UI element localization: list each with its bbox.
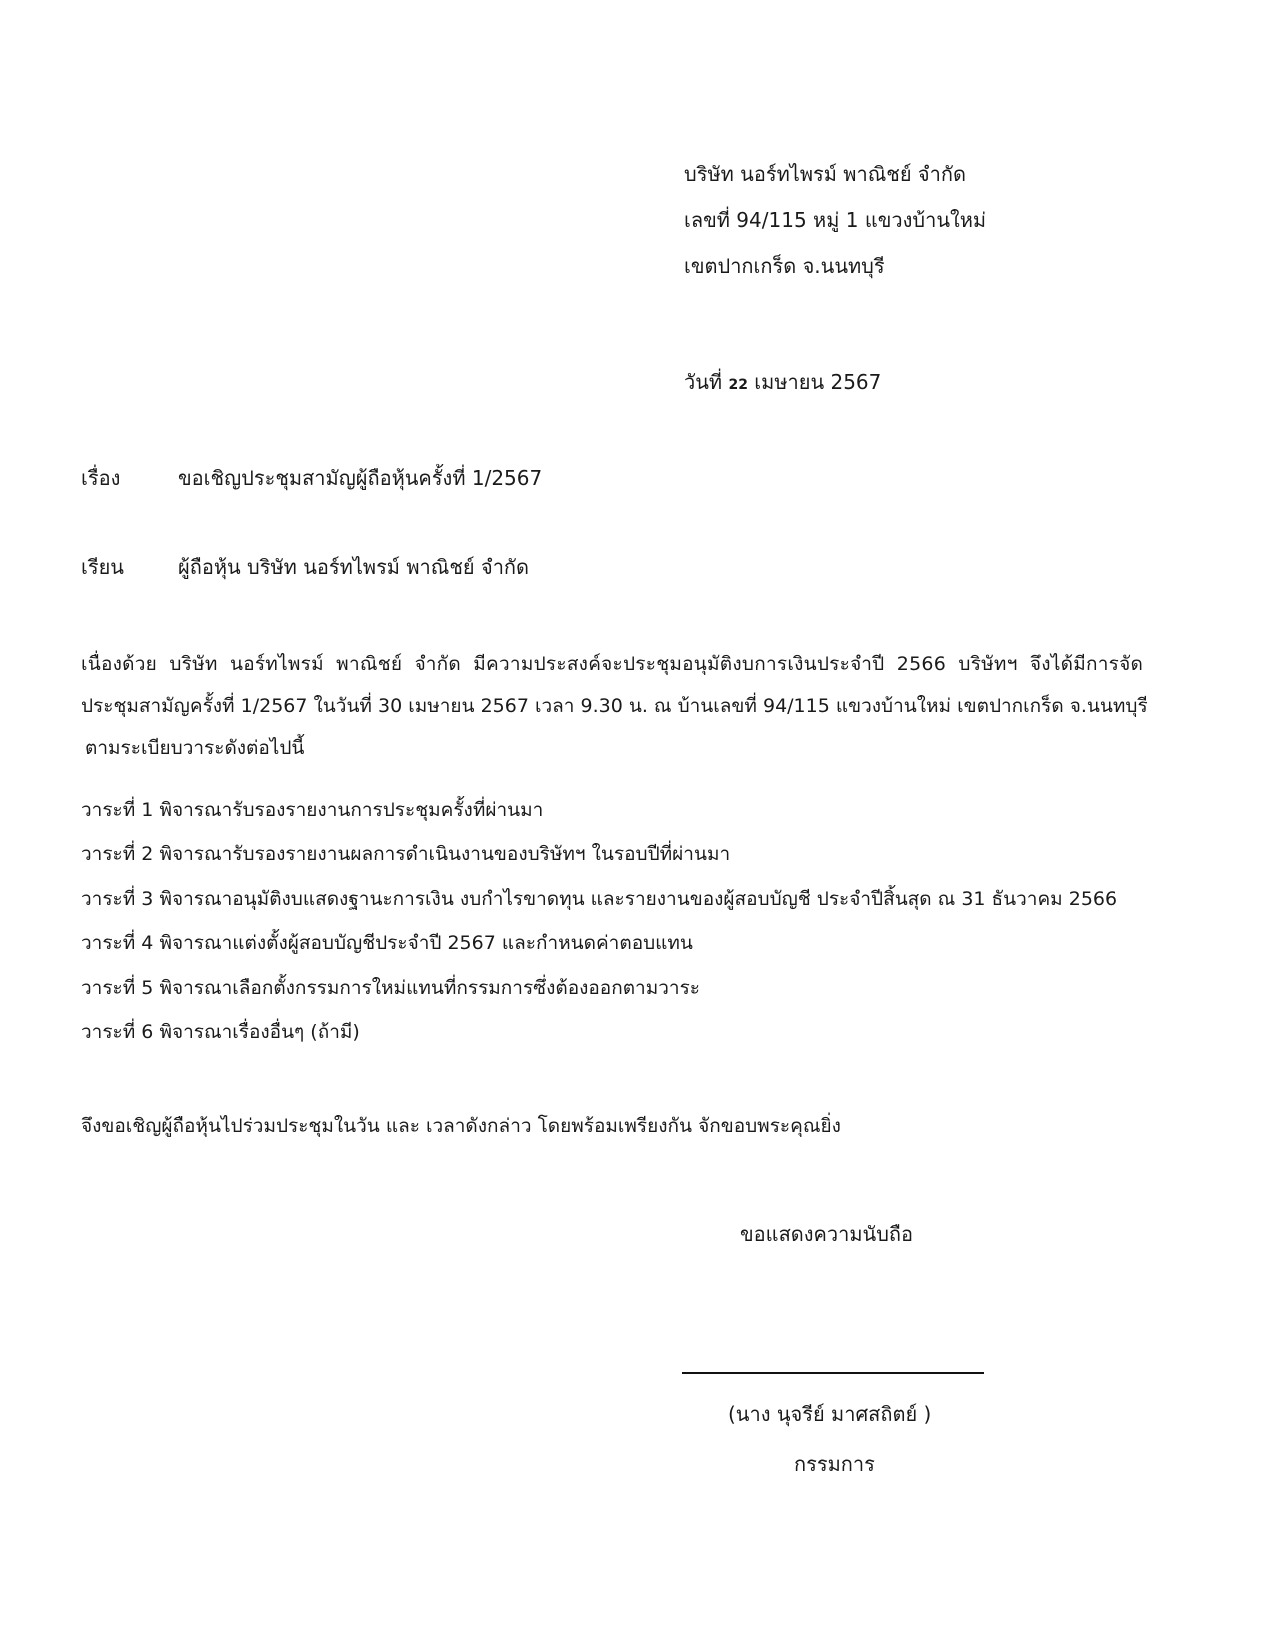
closing-sentence: จึงขอเชิญผู้ถือหุ้นไปร่วมประชุมในวัน และ เวลาดังกล่าว โดยพร้อมเพรียงกัน จักขอบพระคุณยิ่ง bbox=[81, 1115, 841, 1137]
signatory-name: (นาง นุจรีย์ มาศสถิตย์ ) bbox=[728, 1402, 932, 1426]
recipient-text: ผู้ถือหุ้น บริษัท นอร์ทไพรม์ พาณิชย์ จำกัด bbox=[178, 555, 530, 579]
agenda-item: วาระที่ 6 พิจารณาเรื่องอื่นๆ (ถ้ามี) bbox=[81, 1021, 360, 1043]
date-day: 22 bbox=[728, 377, 748, 393]
letter-date bbox=[684, 368, 881, 399]
sender-address-line-2: เขตปากเกร็ด จ.นนทบุรี bbox=[684, 254, 885, 278]
agenda-item: วาระที่ 4 พิจารณาแต่งตั้งผู้สอบบัญชีประจำปี 2567 และกำหนดค่าตอบแทน bbox=[81, 932, 693, 954]
agenda-item: วาระที่ 2 พิจารณารับรองรายงานผลการดำเนินงานของบริษัทฯ ในรอบปีที่ผ่านมา bbox=[81, 843, 731, 865]
sender-company: บริษัท นอร์ทไพรม์ พาณิชย์ จำกัด bbox=[684, 162, 966, 186]
agenda-item: วาระที่ 1 พิจารณารับรองรายงานการประชุมครั้งที่ผ่านมา bbox=[81, 799, 544, 821]
agenda-item: วาระที่ 3 พิจารณาอนุมัติงบแสดงฐานะการเงิน งบกำไรขาดทุน และรายงานของผู้สอบบัญชี ประจำปีสิ้นสุด ณ 31 ธันวาคม 2566 bbox=[81, 888, 1118, 910]
date-month-year: เมษายน 2567 bbox=[754, 370, 882, 394]
closing-salutation: ขอแสดงความนับถือ bbox=[740, 1222, 914, 1246]
sender-address-line-1: เลขที่ 94/115 หมู่ 1 แขวงบ้านใหม่ bbox=[684, 208, 987, 232]
agenda-item: วาระที่ 5 พิจารณาเลือกตั้งกรรมการใหม่แทนที่กรรมการซึ่งต้องออกตามวาระ bbox=[81, 977, 700, 999]
body-line-3: ตามระเบียบวาระดังต่อไปนี้ bbox=[85, 737, 305, 759]
signature-line bbox=[682, 1372, 984, 1374]
recipient-label: เรียน bbox=[81, 555, 124, 579]
signatory-position: กรรมการ bbox=[794, 1452, 875, 1476]
subject-label: เรื่อง bbox=[81, 466, 121, 490]
subject-text: ขอเชิญประชุมสามัญผู้ถือหุ้นครั้งที่ 1/2567 bbox=[178, 466, 543, 490]
body-line-2: ประชุมสามัญครั้งที่ 1/2567 ในวันที่ 30 เมษายน 2567 เวลา 9.30 น. ณ บ้านเลขที่ 94/115 แขวงบ้านใหม่ เขตปากเกร็ด จ.นนทบุรี bbox=[81, 695, 1148, 717]
date-prefix: วันที่ bbox=[684, 370, 723, 394]
body-line-1: เนื่องด้วย บริษัท นอร์ทไพรม์ พาณิชย์ จำกัด มีความประสงค์จะประชุมอนุมัติงบการเงินประจำปี 2566 บริษัทฯ จึงได้มีการจัด bbox=[81, 653, 1144, 675]
